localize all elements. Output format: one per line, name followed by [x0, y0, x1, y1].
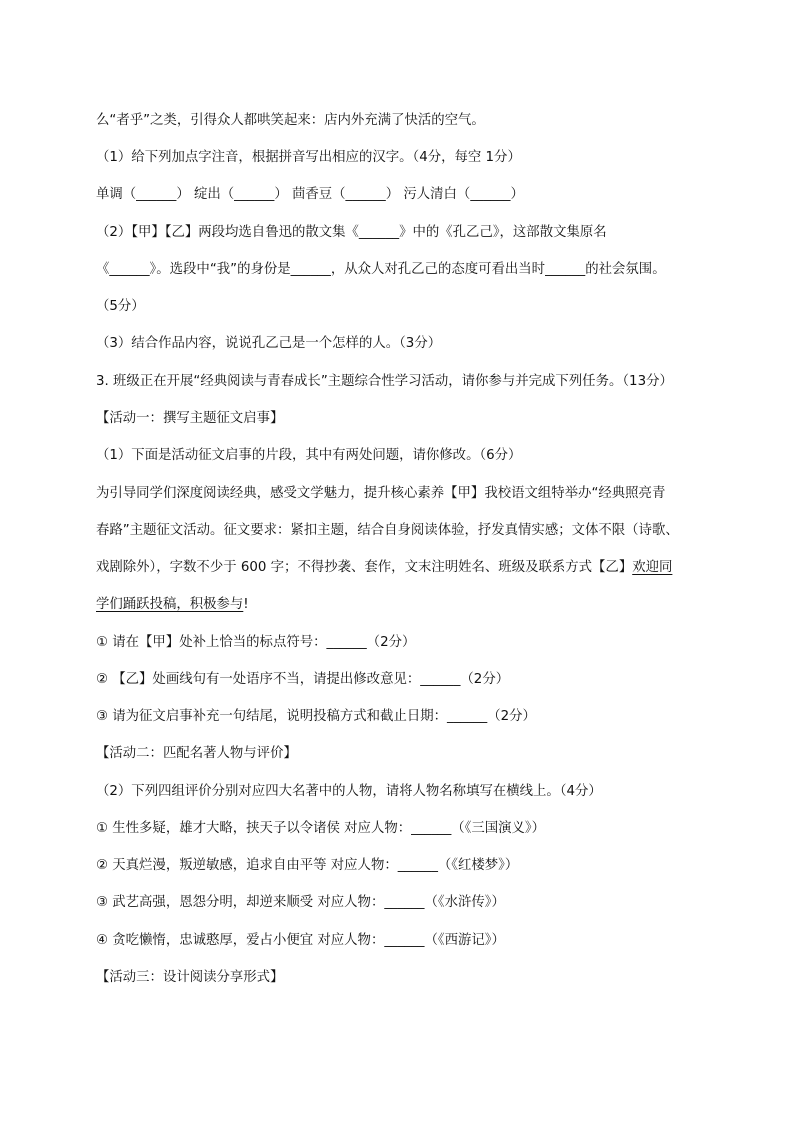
match-item-4: ④ 贪吃懒惰，忠诚憨厚，爱占小便宜 对应人物：______（《西游记》） [96, 933, 505, 948]
match-item-3: ③ 武艺高强，恩怨分明，却逆来顺受 对应人物：______（《水浒传》） [96, 895, 505, 910]
activity-3-heading: 【活动三：设计阅读分享形式】 [96, 970, 284, 985]
activity-1-task: （1）下面是活动征文启事的片段，其中有两处问题，请你修改。（6分） [96, 448, 522, 463]
match-item-2: ② 天真烂漫，叛逆敏感，追求自由平等 对应人物：______（《红楼梦》） [96, 858, 519, 873]
question-2-prompt-cont: 《______》。选段中“我”的身份是______，从众人对孔乙己的态度可看出当时______的社会氛围。 [96, 262, 666, 277]
sub-question-2: ② 【乙】处画线句有一处语序不当，请提出修改意见：______（2分） [96, 672, 510, 687]
text-line: 么“者乎”之类，引得众人都哄笑起来：店内外充满了快活的空气。 [96, 113, 485, 128]
notice-text: 戏剧除外），字数不少于 600 字；不得抄袭、套作，文末注明姓名、班级及联系方式【乙】 [96, 560, 633, 575]
activity-2-heading: 【活动二：匹配名著人物与评价】 [96, 746, 297, 761]
notice-text: ! [243, 597, 249, 612]
activity-1-heading: 【活动一：撰写主题征文启事】 [96, 411, 284, 426]
underlined-sentence: 欢迎同 [632, 560, 673, 575]
question-1-prompt: （1）给下列加点字注音，根据拼音写出相应的汉字。（4分，每空 1分） [96, 150, 521, 165]
activity-2-task: （2）下列四组评价分别对应四大名著中的人物，请将人物名称填写在横线上。（4分） [96, 784, 602, 799]
notice-text-line: 为引导同学们深度阅读经典，感受文学魅力，提升核心素养【甲】我校语文组特举办“经典照亮青 [96, 486, 666, 501]
question-3-prompt: （3）结合作品内容，说说孔乙己是一个怎样的人。（3分） [96, 336, 442, 351]
question-1-blanks: 单调（______） 绽出（______） 茴香豆（______） 污人清白（______） [96, 187, 524, 202]
notice-text-line: 春路”主题征文活动。征文要求：紧扣主题，结合自身阅读体验，抒发真情实感；文体不限（诗歌、 [96, 523, 679, 538]
match-item-1: ① 生性多疑，雄才大略，挟天子以令诸侯 对应人物：______（《三国演义》） [96, 821, 546, 836]
section-3-heading: 3. 班级正在开展“经典阅读与青春成长”主题综合性学习活动，请你参与并完成下列任务。（13分） [96, 374, 673, 389]
sub-question-3: ③ 请为征文启事补充一句结尾，说明投稿方式和截止日期：______（2分） [96, 709, 536, 724]
notice-text-line [96, 558, 672, 578]
question-2-score: （5分） [96, 299, 145, 314]
underlined-sentence: 学们踊跃投稿，积极参与 [96, 597, 244, 612]
sub-question-1: ① 请在【甲】处补上恰当的标点符号：______（2分） [96, 635, 416, 650]
question-2-prompt: （2）【甲】【乙】两段均选自鲁迅的散文集《______》中的《孔乙己》，这部散文集原名 [96, 225, 607, 240]
notice-text-line [96, 595, 249, 615]
